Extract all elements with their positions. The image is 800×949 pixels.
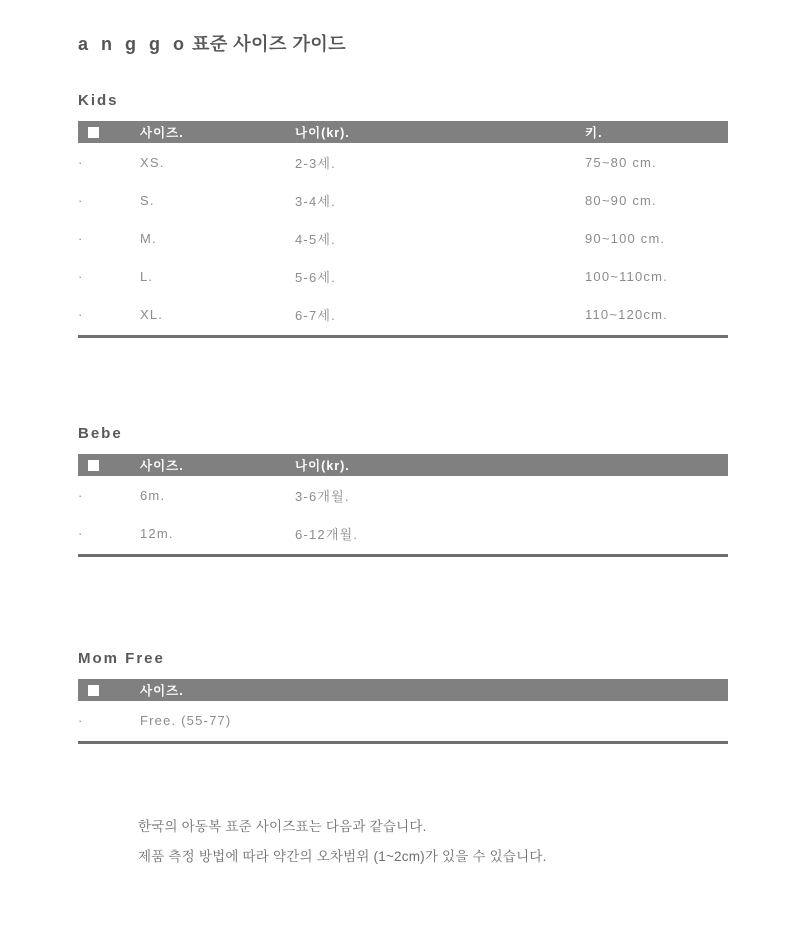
- header-marker-cell: [78, 454, 140, 476]
- cell-height: 100~110cm.: [585, 268, 668, 284]
- page-title-text: 표준 사이즈 가이드: [192, 34, 347, 54]
- header-marker-cell: [78, 121, 140, 143]
- table-row: [78, 257, 728, 295]
- table-mom-free: [78, 679, 728, 739]
- table-body-bebe: [78, 476, 728, 552]
- table-row: [78, 701, 728, 739]
- table-row: [78, 181, 728, 219]
- header-spacer: [585, 454, 728, 476]
- section-bebe: [78, 425, 728, 557]
- header-marker-cell: [78, 679, 140, 701]
- note-line-2: 제품 측정 방법에 따라 약간의 오차범위 (1~2cm)가 있을 수 있습니다.: [138, 849, 547, 864]
- cell-size: 12m.: [140, 525, 174, 541]
- header-age: 나이(kr).: [295, 121, 585, 143]
- row-bullet: ·: [78, 306, 84, 322]
- section-title-bebe: Bebe: [78, 425, 123, 442]
- note-line-1: 한국의 아동복 표준 사이즈표는 다음과 같습니다.: [138, 819, 427, 834]
- table-body-kids: [78, 143, 728, 333]
- table-bottom-rule: [78, 335, 728, 338]
- table-row: [78, 219, 728, 257]
- row-bullet: ·: [78, 230, 84, 246]
- row-bullet: ·: [78, 154, 84, 170]
- row-bullet: ·: [78, 192, 84, 208]
- table-row: [78, 295, 728, 333]
- cell-size: 6m.: [140, 487, 166, 503]
- cell-age: 4-5세.: [295, 231, 336, 247]
- cell-height: 90~100 cm.: [585, 230, 666, 246]
- cell-size: S.: [140, 192, 155, 208]
- cell-size: Free. (55-77): [140, 712, 232, 728]
- cell-height: 80~90 cm.: [585, 192, 657, 208]
- row-bullet: ·: [78, 525, 84, 541]
- section-title-kids: Kids: [78, 92, 119, 109]
- row-bullet: ·: [78, 487, 84, 503]
- cell-age: 6-12개월.: [295, 526, 359, 542]
- header-size: 사이즈.: [140, 679, 295, 701]
- table-header-row: [78, 454, 728, 476]
- brand-name: a n g g o: [78, 34, 188, 54]
- table-bottom-rule: [78, 554, 728, 557]
- table-body-mom-free: [78, 701, 728, 739]
- cell-age: 5-6세.: [295, 269, 336, 285]
- table-row: [78, 143, 728, 181]
- row-bullet: ·: [78, 712, 84, 728]
- row-bullet: ·: [78, 268, 84, 284]
- table-bebe: [78, 454, 728, 552]
- section-title-mom-free: Mom Free: [78, 650, 165, 667]
- cell-age: 3-4세.: [295, 193, 336, 209]
- cell-size: XL.: [140, 306, 164, 322]
- square-marker-icon: [88, 127, 99, 138]
- table-header-row: [78, 121, 728, 143]
- square-marker-icon: [88, 460, 99, 471]
- cell-size: L.: [140, 268, 154, 284]
- footer-notes: [138, 812, 547, 872]
- cell-height: 110~120cm.: [585, 306, 668, 322]
- cell-age: 6-7세.: [295, 307, 336, 323]
- cell-spacer: [585, 514, 728, 552]
- square-marker-icon: [88, 685, 99, 696]
- table-kids: [78, 121, 728, 333]
- table-row: [78, 476, 728, 514]
- table-bottom-rule: [78, 741, 728, 744]
- cell-size: M.: [140, 230, 157, 246]
- header-spacer: [585, 679, 728, 701]
- table-header-bebe: [78, 454, 728, 476]
- header-size: 사이즈.: [140, 121, 295, 143]
- section-kids: [78, 92, 728, 338]
- cell-spacer: [585, 476, 728, 514]
- header-height: 키.: [585, 121, 728, 143]
- header-spacer: [295, 679, 585, 701]
- table-header-mom-free: [78, 679, 728, 701]
- cell-age: 3-6개월.: [295, 488, 350, 504]
- page-title: [78, 30, 346, 56]
- cell-size: XS.: [140, 154, 165, 170]
- table-header-kids: [78, 121, 728, 143]
- header-size: 사이즈.: [140, 454, 295, 476]
- cell-age: 2-3세.: [295, 155, 336, 171]
- cell-height: 75~80 cm.: [585, 154, 657, 170]
- header-age: 나이(kr).: [295, 454, 585, 476]
- section-mom-free: [78, 650, 728, 744]
- table-header-row: [78, 679, 728, 701]
- table-row: [78, 514, 728, 552]
